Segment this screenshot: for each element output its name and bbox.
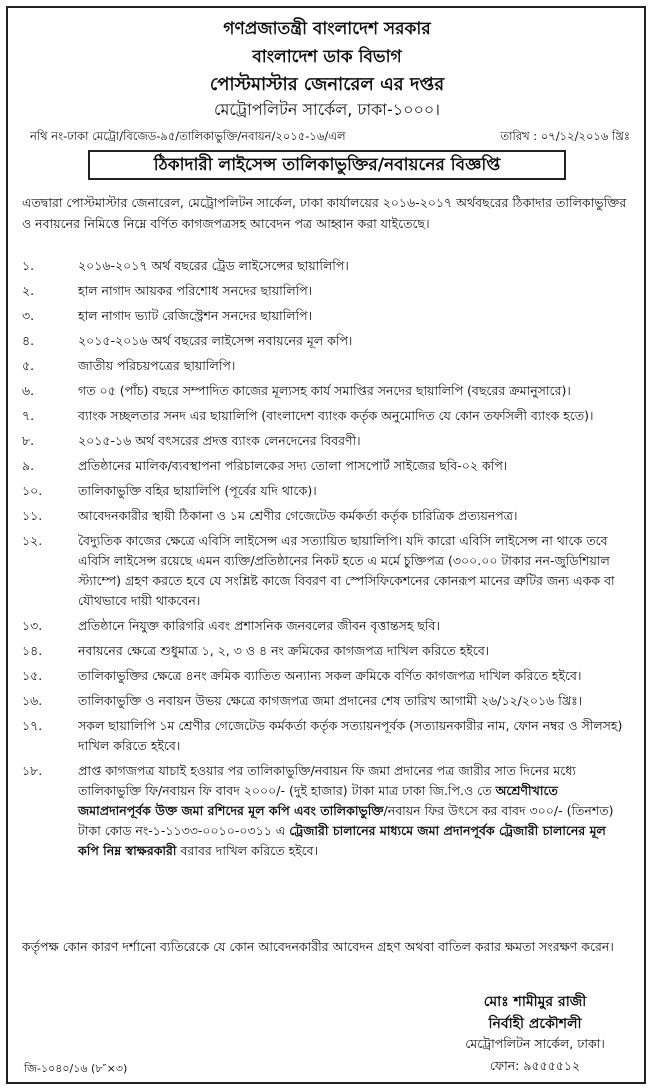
- item-text: তালিকাভুক্তি ও নবায়ন উভয় ক্ষেত্রে কাগজপত্র জমা প্রদানের শেষ তারিখ আগামী ২৬/১২/২০১৬ খ্রিঃ।: [78, 693, 583, 708]
- list-item: [22, 456, 630, 476]
- item-number: ৪.: [22, 333, 35, 348]
- item-text: প্রতিষ্ঠানের মালিক/ব্যবস্থাপনা পরিচালকের সদ্য তোলা পাসপোর্ট সাইজের ছবি-০২ কপি।: [78, 458, 508, 473]
- item-text: ২০১৫-১৬ অর্থ বৎসরের প্রদত্ত ব্যাংক লেনদেনের বিবরণী।: [78, 433, 361, 448]
- item-text: গত ০৫ (পাঁচ) বছরে সম্পাদিত কাজের মূল্যসহ কার্য সমাপ্তির সনদের ছায়ালিপি (বছরের ক্রমানুসারে)।: [78, 383, 571, 398]
- item-text: তালিকাভুক্তির ক্ষেত্রে ৪নং ক্রমিক ব্যাতিত অন্যান্য সকল ক্রমিকে বর্ণিত কাগজপত্র দাখিল করিতে হইবে।: [78, 668, 582, 683]
- memo-number: নথি নং-ঢাকা মেট্রো/বিজেড-৯৫/তালিকাভুক্তি/নবায়ন/২০১৫-১৬/এল: [30, 129, 346, 143]
- item-number: ৭.: [22, 408, 35, 423]
- item-text: বৈদ্যুতিক কাজের ক্ষেত্রে এবিসি লাইসেন্স এর সত্যায়িত ছায়ালিপি। যদি কারো এবিসি লাইসেন্স না থাকে তবে এবিসি লাইসেন্স রয়েছে এমন ব্যক্তি/প্রতিষ্ঠানের নিকট হতে এ মর্মে চুক্তিপত্র (৩০০.০০ টাকার নন-জুডিশিয়াল স্ট্যাম্পে) গ্রহণ করতে হবে যে সংশ্লিষ্ট কাজে বিবরণ বা স্পেসিফিকেশনের কোনরূপ মানের ত্রুটির জন্য একক বা যৌথভাবে দায়ী থাকবেন।: [78, 533, 615, 608]
- list-item: [22, 306, 630, 326]
- item-number: ১২.: [22, 533, 43, 548]
- fee-text-part: /নবায়ন ফির উৎসে কর বাবদ ৩০০/- (তিনশত) টাকা কোড নং-১-১১৩৩-০০১০-০৩১১ এ: [78, 803, 614, 838]
- item-text: প্রতিষ্ঠানে নিযুক্ত কারিগরি এবং প্রশাসনিক জনবলের জীবন বৃত্তান্তসহ ছবি।: [78, 618, 440, 633]
- list-item: [22, 506, 630, 526]
- item-number: ১৪.: [22, 643, 43, 658]
- list-item: [22, 531, 630, 611]
- item-text: [78, 761, 630, 861]
- item-number: ১৩.: [22, 618, 43, 633]
- item-text: জাতীয় পরিচয়পত্রের ছায়ালিপি।: [78, 358, 236, 373]
- office-name: পোস্টমাস্টার জেনারেল এর দপ্তর: [209, 74, 445, 95]
- item-number: ১০.: [22, 483, 43, 498]
- list-item: [22, 616, 630, 636]
- item-number: ৩.: [22, 308, 35, 323]
- item-text: ২০১৫-২০১৬ অর্থ বছরের লাইসেন্স নবায়নের মূল কপি।: [78, 333, 353, 348]
- fee-text-part: বরাবর দাখিল করিতে হইবে।: [176, 843, 319, 858]
- item-number: ৬.: [22, 383, 35, 398]
- list-item-fee: [22, 761, 630, 861]
- list-item: [22, 406, 630, 426]
- item-text: সকল ছায়ালিপি ১ম শ্রেণীর গেজেটেড কর্মকর্তা কর্তৃক সত্যায়নপূর্বক (সত্যায়নকারীর নাম, ফোন নম্বর ও সীলসহ) দাখিল করিতে হইবে।: [78, 718, 623, 753]
- closing-paragraph: কর্তৃপক্ষ কোন কারণ দর্শানো ব্যতিরেকে যে কোন আবেদনকারীর আবেদন গ্রহণ অথবা বাতিল করার ক্ষমতা সংরক্ষণ করেন।: [22, 939, 614, 954]
- list-item: [22, 331, 630, 351]
- footer-code: জি-১০৪০/১৬ (৮″×৩): [24, 1062, 128, 1075]
- fee-text-part: প্রাপ্ত কাগজপত্র যাচাই হওয়ার পর তালিকাভুক্তি/নবায়ন ফি জমা প্রদানের পত্র জারীর সাত দিনের মধ্যে তালিকাভুক্তি ফি/নবায়ন ফি বাবদ ২০০০/- (দুই হাজার) টাকা মাত্র ঢাকা জি.পি.ও তে: [78, 763, 576, 798]
- signatory-name: মোঃ শামীমুর রাজী: [483, 994, 587, 1010]
- list-item: [22, 256, 630, 276]
- signatory-designation: নির্বাহী প্রকৌশলী: [488, 1016, 582, 1032]
- item-number: ২.: [22, 283, 35, 298]
- item-text: আবেদনকারীর স্থায়ী ঠিকানা ও ১ম শ্রেণীর গেজেটেড কর্মকর্তা কর্তৃক চারিত্রিক প্রত্যয়নপত্র।: [78, 508, 518, 523]
- govt-name: গণপ্রজাতন্ত্রী বাংলাদেশ সরকার: [223, 19, 431, 39]
- list-item: [22, 666, 630, 686]
- list-item: [22, 691, 630, 711]
- item-number: ৮.: [22, 433, 35, 448]
- fee-text-bold: অশ্রেণীখাতে জমাপ্রদানপূর্বক উক্ত জমা রশিদের মূল কপি এবং তালিকাভুক্তি: [78, 783, 558, 818]
- item-number: ১৭.: [22, 718, 43, 733]
- item-number: ১১.: [22, 508, 43, 523]
- list-item: [22, 281, 630, 301]
- item-text: নবায়নের ক্ষেত্রে শুধুমাত্র ১, ২, ৩ ও ৪ নং ক্রমিকের কাগজপত্র দাখিল করিতে হইবে।: [78, 643, 490, 658]
- item-text: হাল নাগাদ ভ্যাট রেজিস্ট্রেশন সনদের ছায়ালিপি।: [78, 308, 313, 323]
- item-number: ৯.: [22, 458, 35, 473]
- department-name: বাংলাদেশ ডাক বিভাগ: [252, 47, 402, 67]
- item-number: ১৫.: [22, 668, 43, 683]
- signatory-office: মেট্রোপলিটন সার্কেল, ঢাকা।: [465, 1036, 605, 1051]
- notice-date: তারিখ : ০৭/১২/২০১৬ খ্রিঃ: [500, 129, 630, 143]
- item-number: ১৬.: [22, 693, 43, 708]
- list-item: [22, 356, 630, 376]
- item-text: ব্যাংক সচ্ছলতার সনদ এর ছায়ালিপি (বাংলাদেশ ব্যাংক কর্তৃক অনুমোদিত যে কোন তফসিলী ব্যাংক হতে)।: [78, 408, 594, 423]
- fee-text-bold: ট্রেজারী চালানের মাধ্যমে জমা প্রদানপূর্বক ট্রেজারী চালানের মূল কপি নিম্ন স্বাক্ষরকারী: [78, 823, 606, 858]
- list-item: [22, 641, 630, 661]
- list-item: [22, 716, 630, 756]
- list-item: [22, 381, 630, 401]
- item-text: ২০১৬-২০১৭ অর্থ বছরের ট্রেড লাইসেন্সের ছায়ালিপি।: [78, 258, 349, 273]
- office-address: মেট্রোপলিটন সার্কেল, ঢাকা-১০০০।: [213, 100, 441, 119]
- intro-paragraph: এতদ্বারা পোস্টমাস্টার জেনারেল, মেট্রোপলিটন সার্কেল, ঢাকা কার্যালয়ের ২০১৬-২০১৭ অর্থবছরের ঠিকাদার তালিকাভুক্তির ও নবায়নের নিমিত্তে নিম্নে বর্ণিত কাগজপত্রসহ আবেদন পত্র আহ্বান করা যাইতেছে।: [22, 195, 627, 231]
- list-item: [22, 431, 630, 451]
- item-number: ৫.: [22, 358, 35, 373]
- notice-title: ঠিকাদারী লাইসেন্স তালিকাভুক্তির/নবায়নের বিজ্ঞপ্তি: [88, 150, 566, 180]
- list-item: [22, 481, 630, 501]
- signatory-phone: ফোন: ৯৫৫৫৫১২: [489, 1058, 581, 1073]
- item-text: তালিকাভুক্তি বহির ছায়ালিপি (পূর্বের যদি থাকে)।: [78, 483, 317, 498]
- requirements-list: [22, 256, 630, 861]
- item-number: ১৮.: [22, 763, 43, 778]
- item-number: ১.: [22, 258, 35, 273]
- item-text: হাল নাগাদ আয়কর পরিশোধ সনদের ছায়ালিপি।: [78, 283, 313, 298]
